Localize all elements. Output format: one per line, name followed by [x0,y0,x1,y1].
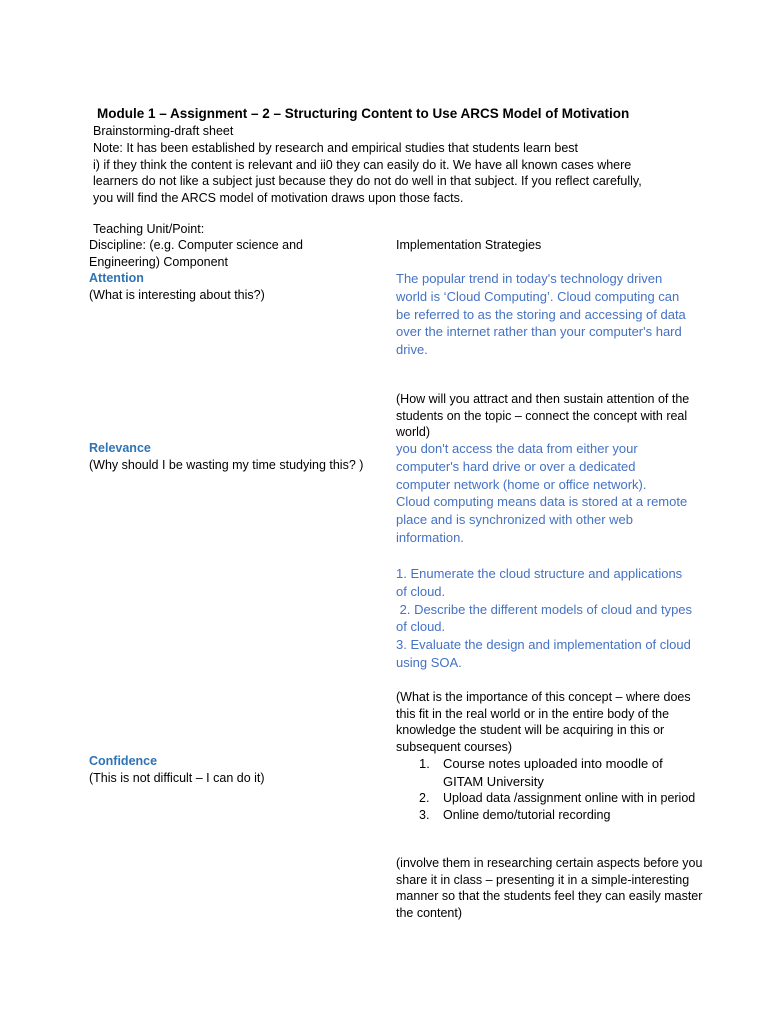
confidence-question: (This is not difficult – I can do it) [89,771,265,785]
teaching-unit-label: Teaching Unit/Point: [93,222,205,236]
attention-heading: Attention [89,271,144,285]
relevance-prompt [396,689,691,755]
list-text: Online demo/tutorial recording [443,808,611,822]
list-text-line: GITAM University [443,773,544,789]
relevance-question: (Why should I be wasting my time studying this? ) [89,458,364,472]
discipline-line: Discipline: (e.g. Computer science and [89,238,303,252]
note-paragraph [93,140,642,207]
list-item [396,790,695,807]
prompt-line: knowledge the student will be acquiring in this or [396,723,665,737]
list-number: 1. [419,756,430,771]
answer-line: place and is synchronized with other web [396,512,634,528]
prompt-line: world) [396,425,431,439]
confidence-heading: Confidence [89,754,158,768]
answer-line: computer's hard drive or over a dedicated [396,458,636,474]
answer-line: The popular trend in today's technology driven [396,271,663,286]
list-number: 3. [419,808,430,822]
attention-answer [396,270,686,359]
note-line: you will find the ARCS model of motivation draws upon those facts. [93,191,464,206]
discipline-line: Engineering) Component [89,254,228,269]
answer-line: you don't access the data from either your [396,441,638,456]
prompt-line: subsequent courses) [396,739,513,754]
answer-line: be referred to as the storing and accessing of data [396,306,686,322]
note-line: learners do not like a subject just because they do not do well in that subject. If you reflect carefully, [93,174,642,189]
answer-line: computer network (home or office network). [396,476,647,492]
subtitle: Brainstorming-draft sheet [93,124,234,138]
assignment-title: Module 1 – Assignment – 2 – Structuring Content to Use ARCS Model of Motivation [97,106,630,121]
confidence-list [396,755,695,824]
note-line: i) if they think the content is relevant and ii0 they can easily do it. We have all known cases where [93,157,632,172]
attention-prompt [396,391,689,441]
list-text [443,755,663,790]
prompt-line: the content) [396,905,463,920]
objective-line: of cloud. [396,583,446,599]
prompt-line: (involve them in researching certain aspects before you [396,856,703,870]
prompt-line: this fit in the real world or in the entire body of the [396,706,670,721]
answer-line: drive. [396,342,428,358]
prompt-line: manner so that the students feel they can easily master [396,889,703,903]
list-item [396,807,695,824]
list-text: Upload data /assignment online with in period [443,791,696,805]
prompt-line: (What is the importance of this concept – where does [396,690,691,704]
list-text-line: Course notes uploaded into moodle of [443,756,663,771]
relevance-heading: Relevance [89,441,151,455]
answer-line: information. [396,529,464,545]
objective-line: of cloud. [396,619,446,635]
note-line: Note: It has been established by research and empirical studies that students learn best [93,141,579,155]
relevance-answer [396,440,687,547]
implementation-header: Implementation Strategies [396,238,542,252]
objective-line: 2. Describe the different models of cloud and types [396,601,693,617]
answer-line: over the internet rather than your computer's hard [396,324,682,340]
list-number: 2. [419,791,430,805]
objective-line: 1. Enumerate the cloud structure and applications [396,566,683,581]
objective-line: using SOA. [396,654,462,670]
discipline-label [89,237,303,270]
confidence-prompt [396,855,702,921]
relevance-objectives [396,565,692,672]
attention-question: (What is interesting about this?) [89,288,265,302]
prompt-line: share it in class – presenting it in a simple-interesting [396,872,690,887]
prompt-line: students on the topic – connect the concept with real [396,408,688,423]
objective-line: 3. Evaluate the design and implementation of cloud [396,637,691,653]
answer-line: Cloud computing means data is stored at a remote [396,494,688,510]
list-item [396,755,695,790]
prompt-line: (How will you attract and then sustain attention of the [396,392,690,406]
answer-line: world is ‘Cloud Computing’. Cloud computing can [396,288,680,304]
